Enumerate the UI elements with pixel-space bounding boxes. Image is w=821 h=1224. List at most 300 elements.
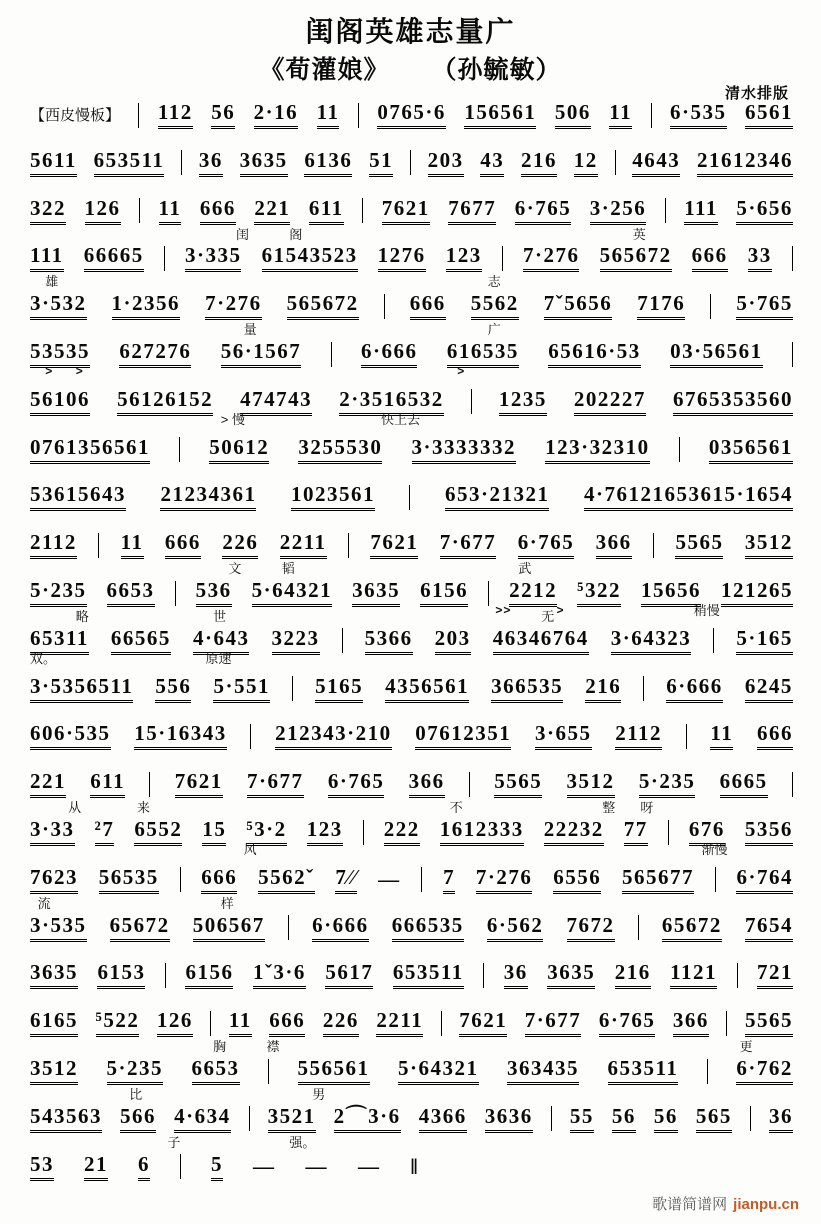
- note-group: 51: [369, 150, 393, 177]
- note-group: 3·5356511: [30, 676, 133, 703]
- barline: [679, 437, 680, 462]
- note-group: 216: [615, 962, 651, 989]
- barline: [469, 772, 470, 797]
- barline: [792, 342, 793, 367]
- barline: [175, 581, 176, 606]
- note-group: 21234361: [160, 484, 256, 511]
- note-group: 4366: [419, 1106, 467, 1133]
- note-group: 36: [769, 1106, 793, 1133]
- note-group: 653·21321: [445, 484, 550, 511]
- note-group: 2·3516532: [339, 389, 444, 416]
- notation-row: [30, 95, 793, 129]
- lyric: 男: [312, 1087, 326, 1102]
- barline: [750, 1106, 751, 1131]
- note-group: 6·765: [599, 1010, 656, 1037]
- note-group: 666: [410, 293, 446, 320]
- note-group: 6156: [420, 580, 468, 607]
- barline: [665, 198, 666, 223]
- annotation-above: 稍慢: [693, 602, 720, 618]
- note-group: 7·276: [205, 293, 262, 320]
- note-group: 0761356561: [30, 437, 150, 464]
- barline: [471, 389, 472, 414]
- note-group: 03·56561: [670, 341, 763, 368]
- note-group: 0356561: [709, 437, 793, 464]
- note-group: 666: [200, 198, 236, 225]
- barline: [358, 103, 359, 128]
- note-group: 203: [435, 628, 471, 655]
- note-group: 4·634: [174, 1106, 231, 1133]
- dash-note: —: [305, 1153, 328, 1178]
- notation-row: [30, 1003, 793, 1055]
- subtitle-line: [0, 50, 821, 86]
- notation-row: [30, 191, 793, 242]
- note-group: 5·551: [213, 676, 270, 703]
- note-group: 5562: [471, 293, 519, 320]
- note-group: 4643: [632, 150, 680, 177]
- note-group: 7654: [745, 915, 793, 942]
- lyric: 更: [739, 1039, 753, 1055]
- note-group: 1·2356: [112, 293, 181, 320]
- note-group: 2·16: [254, 102, 299, 129]
- notation-row: [30, 650, 793, 703]
- note-group: 5·235: [107, 1058, 164, 1085]
- lyric: 来: [136, 800, 150, 816]
- lyric: 闺: [236, 226, 250, 242]
- note-group: 226: [222, 532, 258, 559]
- note-group: 366535: [491, 676, 563, 703]
- note-group: 7621: [382, 198, 430, 225]
- barline: [483, 963, 484, 988]
- note-group: 666: [165, 532, 201, 559]
- notation-row: [30, 1099, 793, 1150]
- note-group: 5562ˇ: [258, 867, 315, 894]
- note-group: 3·256: [590, 198, 647, 225]
- note-group: 6·765: [518, 532, 575, 559]
- barline: [210, 1011, 211, 1036]
- note-group: 65672: [110, 915, 170, 942]
- barline: [409, 485, 410, 510]
- note-group: 11: [317, 102, 340, 129]
- lyric: 雄: [45, 274, 59, 290]
- barline: [250, 724, 251, 749]
- note-group: 3521: [268, 1106, 316, 1133]
- barline: [713, 628, 714, 653]
- note-group: 36: [199, 150, 223, 177]
- accent-mark: >: [45, 363, 54, 378]
- note-group: 366: [596, 532, 632, 559]
- dash-note: —: [253, 1153, 276, 1178]
- note-group: 77: [624, 819, 648, 846]
- note-group: 53615643: [30, 484, 126, 511]
- note-group: 366: [673, 1010, 709, 1037]
- note-group: 11: [229, 1010, 252, 1037]
- note-group: 666: [269, 1010, 305, 1037]
- note-group: 4·76121653615·1654: [584, 484, 793, 511]
- note-group: 565672: [287, 293, 359, 320]
- barline: [165, 963, 166, 988]
- note-group: 7·276: [523, 245, 580, 272]
- note-group: 5565: [675, 532, 723, 559]
- note-group: 7621: [459, 1010, 507, 1037]
- barline: [98, 533, 99, 558]
- barline: [348, 533, 349, 558]
- barline: [726, 1011, 727, 1036]
- note-group: 6653: [107, 580, 155, 607]
- barline: [292, 676, 293, 701]
- accent-mark: >: [75, 363, 84, 378]
- note-group: 123: [307, 819, 343, 846]
- footer: [652, 1193, 799, 1214]
- note-group: 6·562: [487, 915, 544, 942]
- note-group: 53535: [30, 341, 90, 368]
- barline: [792, 246, 793, 271]
- note-group: 565677: [622, 867, 694, 894]
- note-group: 5366: [365, 628, 413, 655]
- barline: [268, 1059, 269, 1084]
- barline: [441, 1011, 442, 1036]
- note-group: 11: [710, 723, 733, 750]
- dash-note: —: [378, 866, 401, 891]
- note-group: 126: [85, 198, 121, 225]
- barline: [139, 198, 140, 223]
- annotation-above: 快上去: [380, 411, 420, 427]
- note-group: 5565: [745, 1010, 793, 1037]
- note-group: 6·764: [736, 867, 793, 894]
- page-title: 闺阁英雄志量广: [305, 17, 516, 48]
- lyric: 整: [602, 800, 616, 816]
- barline: [686, 724, 687, 749]
- note-group: 156561: [464, 102, 536, 129]
- note-group: 50612: [209, 437, 269, 464]
- note-group: 0765·6: [377, 102, 446, 129]
- note-group: 3·655: [535, 723, 592, 750]
- barline: [502, 246, 503, 271]
- note-group: 566: [120, 1106, 156, 1133]
- note-group: 1235: [499, 389, 547, 416]
- note-group: 1023561: [291, 484, 375, 511]
- note-group: 2211: [376, 1010, 423, 1037]
- note-group: 53: [30, 1154, 54, 1181]
- note-group: 121265: [721, 580, 793, 607]
- barline: [615, 150, 616, 175]
- note-group: 627276: [119, 341, 191, 368]
- performer-name: （孙毓敏）: [431, 57, 562, 84]
- lyric: 从: [68, 800, 82, 816]
- note-group: 222: [384, 819, 420, 846]
- typeset-credit: 清水排版: [724, 86, 789, 102]
- note-group: 474743: [240, 389, 312, 416]
- note-group: 56535: [99, 867, 159, 894]
- note-group: 5: [211, 1154, 223, 1181]
- note-group: 7·677: [247, 771, 304, 798]
- note-group: 56·1567: [221, 341, 302, 368]
- note-group: 616535: [447, 341, 519, 368]
- note-group: 6552: [134, 819, 182, 846]
- note-group: 123: [446, 245, 482, 272]
- notation-row: [30, 602, 793, 655]
- note-group: 6665: [720, 771, 768, 798]
- lyric: 广: [487, 322, 501, 338]
- note-group: 216: [521, 150, 557, 177]
- note-group: 5617: [325, 962, 373, 989]
- note-group: 2112: [30, 532, 77, 559]
- note-group: 66565: [111, 628, 171, 655]
- accent-mark: >>: [495, 602, 512, 617]
- note-group: 112: [158, 102, 193, 129]
- note-group: 3·335: [185, 245, 242, 272]
- note-group: 1ˇ3·6: [253, 962, 306, 989]
- barline: [149, 772, 150, 797]
- note-group: 55: [570, 1106, 594, 1133]
- note-group: 65311: [30, 628, 89, 655]
- note-group: 3635: [352, 580, 400, 607]
- note-group: 6: [138, 1154, 150, 1181]
- barline: [643, 676, 644, 701]
- note-group: 1121: [670, 962, 717, 989]
- note-group: 3635: [240, 150, 288, 177]
- note-group: 65616·53: [548, 341, 641, 368]
- note-group: 22232: [544, 819, 604, 846]
- note-group: 33: [748, 245, 772, 272]
- note-group: 3635: [30, 962, 78, 989]
- final-barline: ‖: [410, 1153, 420, 1179]
- note-group: 212343·210: [275, 723, 392, 750]
- note-group: 3·33: [30, 819, 75, 846]
- note-group: 3635: [547, 962, 595, 989]
- note-group: 366: [409, 771, 445, 798]
- note-group: 7·677: [440, 532, 497, 559]
- note-group: 7621: [370, 532, 418, 559]
- note-group: 1276: [378, 245, 426, 272]
- barline: [249, 1106, 250, 1131]
- note-group: 56126152: [117, 389, 213, 416]
- accent-mark: >: [457, 363, 466, 378]
- note-group: 7623: [30, 867, 78, 894]
- note-group: 203: [428, 150, 464, 177]
- notation-row: [30, 841, 793, 911]
- lyric: 世: [213, 609, 227, 624]
- note-group: 666535: [392, 915, 464, 942]
- note-group: 4·643: [193, 628, 250, 655]
- note-group: 6136: [304, 150, 352, 177]
- note-group: 2212: [509, 580, 557, 607]
- note-group: 221: [254, 198, 290, 225]
- note-group: 6·666: [361, 341, 418, 368]
- barline: [179, 437, 180, 462]
- note-group: 56: [211, 102, 235, 129]
- lyric: 无: [541, 609, 555, 624]
- note-group: 3255530: [298, 437, 382, 464]
- note-group: 11: [121, 532, 144, 559]
- note-group: 7176: [637, 293, 685, 320]
- note-group: 7·677: [525, 1010, 582, 1037]
- note-group: 2⌒3·6: [334, 1106, 401, 1133]
- dash-note: —: [358, 1153, 381, 1178]
- barline: [707, 1059, 708, 1084]
- note-group: ²7: [95, 819, 115, 846]
- note-group: 1612333: [440, 819, 524, 846]
- note-group: 556: [155, 676, 191, 703]
- barline: [164, 246, 165, 271]
- note-group: 5·656: [736, 198, 793, 225]
- note-group: 7ˇ5656: [544, 293, 613, 320]
- barline: [363, 820, 364, 845]
- lyric: 强。: [289, 1134, 316, 1150]
- note-group: 653511: [393, 962, 464, 989]
- lyric: 文: [228, 561, 242, 577]
- note-group: 3·532: [30, 293, 87, 320]
- note-group: 7677: [448, 198, 496, 225]
- note-group: 21: [84, 1154, 108, 1181]
- barline: [362, 198, 363, 223]
- note-group: 5356: [745, 819, 793, 846]
- note-group: 3·64323: [611, 628, 692, 655]
- note-group: 6156: [185, 962, 233, 989]
- annotation-above: 风: [243, 841, 257, 857]
- note-group: 66665: [84, 245, 144, 272]
- note-group: 56: [612, 1106, 636, 1133]
- note-group: 5·235: [639, 771, 696, 798]
- annotation-above: > 慢: [220, 411, 245, 427]
- note-group: 611: [90, 771, 125, 798]
- notation-row: [30, 143, 793, 177]
- note-group: 6556: [553, 867, 601, 894]
- notation-row: [30, 1051, 793, 1102]
- note-group: 61543523: [262, 245, 358, 272]
- barline: [331, 342, 332, 367]
- footer-site-link[interactable]: jianpu.cn: [733, 1196, 799, 1213]
- note-group: 65672: [662, 915, 722, 942]
- note-group: 676: [689, 819, 725, 846]
- note-group: 6165: [30, 1010, 78, 1037]
- barline: [638, 915, 639, 940]
- note-group: 653511: [94, 150, 165, 177]
- barline: [653, 533, 654, 558]
- note-group: 7·276: [476, 867, 533, 894]
- lyric: 略: [75, 609, 89, 624]
- annotation-above: 原速: [205, 650, 232, 666]
- notation-row: [30, 363, 793, 416]
- note-group: 15656: [641, 580, 701, 607]
- lyric: 比: [129, 1087, 143, 1102]
- lyric: 襟: [266, 1039, 280, 1055]
- note-group: 2112: [615, 723, 662, 750]
- note-group: 43: [480, 150, 504, 177]
- lyric: 流: [37, 895, 51, 911]
- note-group: 6·765: [515, 198, 572, 225]
- barline: [180, 1154, 181, 1179]
- accent-mark: >: [556, 602, 565, 617]
- lyric: 志: [487, 274, 501, 290]
- note-group: 536: [196, 580, 232, 607]
- note-group: 7: [443, 867, 455, 894]
- notation-row: [30, 525, 793, 577]
- barline: [180, 867, 181, 892]
- notation-row: [30, 955, 793, 989]
- note-group: 5·235: [30, 580, 87, 607]
- note-group: 226: [323, 1010, 359, 1037]
- note-group: 5611: [30, 150, 77, 177]
- notation-row: [30, 716, 793, 750]
- barline: [715, 867, 716, 892]
- note-group: 611: [309, 198, 344, 225]
- note-group: 221: [30, 771, 66, 798]
- note-group: 15·16343: [134, 723, 227, 750]
- barline: [792, 772, 793, 797]
- barline: [488, 581, 489, 606]
- lyric: 子: [167, 1134, 181, 1150]
- barline: [421, 867, 422, 892]
- note-group: 216: [585, 676, 621, 703]
- note-group: 565672: [600, 245, 672, 272]
- note-group: 7621: [175, 771, 223, 798]
- lyric: 胸: [213, 1039, 227, 1055]
- note-group: ⁵322: [577, 580, 621, 607]
- note-group: 11: [609, 102, 632, 129]
- note-group: 6·535: [670, 102, 727, 129]
- lyric: 量: [243, 322, 257, 338]
- note-group: 07612351: [415, 723, 511, 750]
- note-group: 606·535: [30, 723, 111, 750]
- note-group: 6245: [745, 676, 793, 703]
- lyric: 武: [518, 561, 532, 577]
- barline: [384, 294, 385, 319]
- note-group: 565: [696, 1106, 732, 1133]
- note-group: 15: [202, 819, 226, 846]
- lyric: 韬: [281, 561, 295, 577]
- barline: [181, 150, 182, 175]
- note-group: ⁵522: [96, 1010, 140, 1037]
- note-group: 5165: [315, 676, 363, 703]
- note-group: 123·32310: [545, 437, 650, 464]
- notation-row: [30, 1147, 793, 1181]
- note-group: 36: [504, 962, 528, 989]
- note-group: 3·3333332: [412, 437, 517, 464]
- barline: [651, 103, 652, 128]
- note-group: 11: [159, 198, 182, 225]
- note-group: 6·762: [736, 1058, 793, 1085]
- note-group: 7⁄⁄: [335, 867, 357, 894]
- notation-row: [30, 238, 793, 290]
- note-group: 3512: [30, 1058, 78, 1085]
- note-group: 556561: [298, 1058, 370, 1085]
- notation-row: [30, 334, 793, 368]
- note-group: 3·535: [30, 915, 87, 942]
- note-group: 6·666: [312, 915, 369, 942]
- note-group: 6765353560: [673, 389, 793, 416]
- barline: [410, 150, 411, 175]
- barline: [668, 820, 669, 845]
- annotation-above: 双。: [30, 650, 57, 666]
- note-group: 666: [757, 723, 793, 750]
- note-group: 506567: [193, 915, 265, 942]
- note-group: 6·666: [666, 676, 723, 703]
- note-group: 56106: [30, 389, 90, 416]
- note-group: 4356561: [385, 676, 469, 703]
- note-group: 2211: [280, 532, 327, 559]
- lyric: 样: [220, 895, 234, 911]
- footer-site-name: 歌谱简谱网: [652, 1196, 728, 1213]
- note-group: 543563: [30, 1106, 102, 1133]
- notation-row: [30, 908, 793, 942]
- lyric: 阁: [289, 226, 303, 242]
- barline: [710, 294, 711, 319]
- notation-row: [30, 812, 793, 846]
- annotation-above: 渐慢: [701, 841, 728, 857]
- barline: [288, 915, 289, 940]
- note-group: 202227: [574, 389, 646, 416]
- note-group: 126: [157, 1010, 193, 1037]
